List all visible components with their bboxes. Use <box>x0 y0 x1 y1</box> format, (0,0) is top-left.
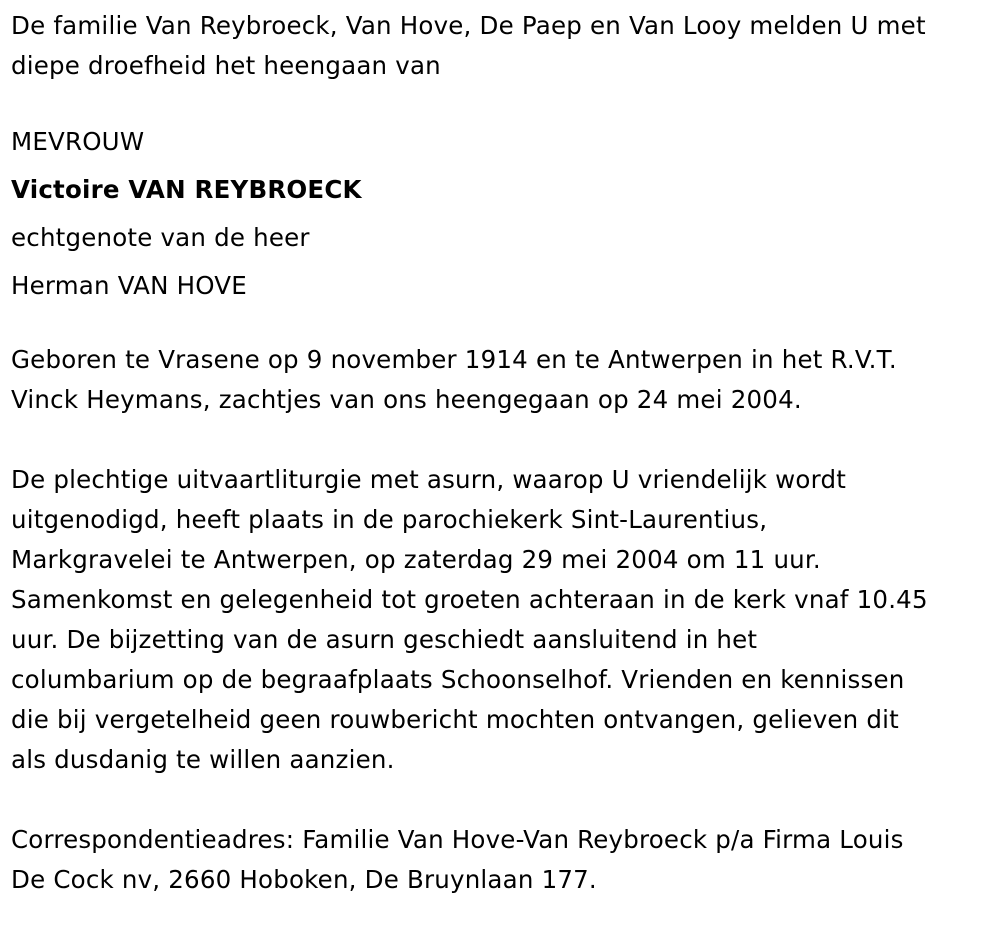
deceased-name: Victoire VAN REYBROECK <box>11 175 362 204</box>
funeral-line: die bij vergetelheid geen rouwbericht mochten ontvangen, gelieven dit <box>11 705 899 734</box>
intro-line: diepe droefheid het heengaan van <box>11 51 441 80</box>
funeral-line: als dusdanig te willen aanzien. <box>11 745 395 774</box>
birth-death-line: Vinck Heymans, zachtjes van ons heengegaan op 24 mei 2004. <box>11 385 802 414</box>
funeral-paragraph <box>11 460 996 780</box>
honorific-title: MEVROUW <box>11 127 145 156</box>
funeral-line: Markgravelei te Antwerpen, op zaterdag 29 mei 2004 om 11 uur. <box>11 545 821 574</box>
death-announcement <box>11 6 996 900</box>
birth-death-line: Geboren te Vrasene op 9 november 1914 en te Antwerpen in het R.V.T. <box>11 345 897 374</box>
spouse-relation: echtgenote van de heer <box>11 223 310 252</box>
correspondence-line: De Cock nv, 2660 Hoboken, De Bruynlaan 177. <box>11 865 597 894</box>
correspondence-line: Correspondentieadres: Familie Van Hove-Van Reybroeck p/a Firma Louis <box>11 825 904 854</box>
spouse-name: Herman VAN HOVE <box>11 271 247 300</box>
funeral-line: uitgenodigd, heeft plaats in de parochiekerk Sint-Laurentius, <box>11 505 768 534</box>
deceased-block <box>11 118 996 310</box>
birth-death-paragraph <box>11 340 996 420</box>
funeral-line: columbarium op de begraafplaats Schoonselhof. Vrienden en kennissen <box>11 665 905 694</box>
funeral-line: De plechtige uitvaartliturgie met asurn, waarop U vriendelijk wordt <box>11 465 846 494</box>
funeral-line: Samenkomst en gelegenheid tot groeten achteraan in de kerk vnaf 10.45 <box>11 585 928 614</box>
correspondence-paragraph <box>11 820 996 900</box>
intro-line: De familie Van Reybroeck, Van Hove, De Paep en Van Looy melden U met <box>11 11 926 40</box>
funeral-line: uur. De bijzetting van de asurn geschiedt aansluitend in het <box>11 625 758 654</box>
intro-paragraph <box>11 6 996 86</box>
